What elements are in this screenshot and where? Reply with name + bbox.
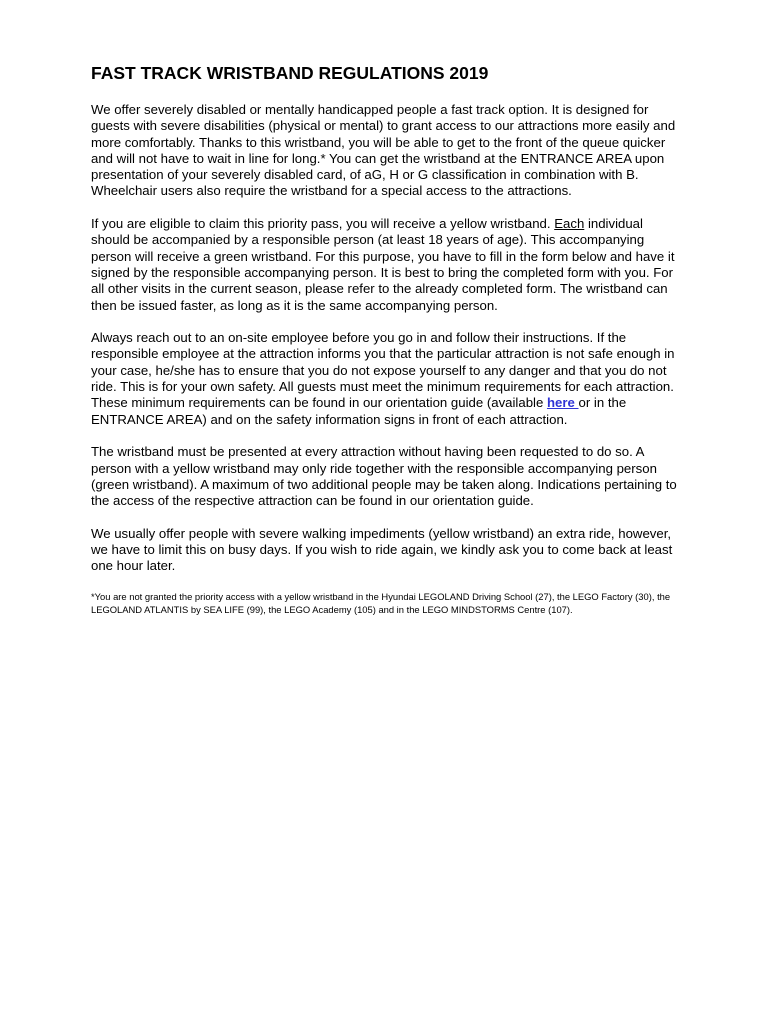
paragraph-safety: [91, 330, 681, 428]
footnote: *You are not granted the priority access with a yellow wristband in the Hyundai LEGOLAND Driving School (27), the LEGO Factory (30), the LEGOLAND ATLANTIS by SEA LIFE (99), the LEGO Academy (105) and in the LEGO MINDSTORMS Centre (107).: [91, 590, 671, 615]
paragraph-intro: We offer severely disabled or mentally handicapped people a fast track option. It is designed for guests with severe disabilities (physical or mental) to grant access to our attractions more easily and more comfortably. Thanks to this wristband, you will be able to get to the front of the queue quicker and will not have to wait in line for long.* You can get the wristband at the ENTRANCE AREA upon presentation of your severely disabled card, of aG, H or G classification in combination with B. Wheelchair users also require the wristband for a special access to the attractions.: [91, 102, 676, 199]
paragraph-presentation: The wristband must be presented at every attraction without having been requested to do so. A person with a yellow wristband may only ride together with the responsible accompanying person (green wristband). A maximum of two additional people may be taken along. Indications pertaining to the access of the respective attraction can be found in our orientation guide.: [91, 444, 677, 509]
page-title: FAST TRACK WRISTBAND REGULATIONS 2019: [91, 63, 489, 83]
paragraph-eligibility: [91, 216, 681, 314]
paragraph-extra-ride: We usually offer people with severe walking impediments (yellow wristband) an extra ride, however, we have to limit this on busy days. If you wish to ride again, we kindly ask you to come back at least one hour later.: [91, 525, 673, 574]
safety-text-start: Always reach out to an on-site employee before you go in and follow their instructions. If the responsible employee at the attraction informs you that the particular attraction is not safe enough in your case, he/she has to ensure that you do not expose yourself to any danger and that you do not ride. This is for your own safety. All guests must meet the minimum requirements for each attraction. These minimum requirements can be found in our orientation guide (available: [91, 330, 675, 411]
eligibility-text-start: If you are eligible to claim this priority pass, you will receive a yellow wristband.: [91, 216, 555, 232]
safety-text-end: or in the ENTRANCE AREA) and on the safety information signs in front of each attraction.: [91, 395, 627, 427]
orientation-guide-link[interactable]: here: [546, 395, 579, 411]
eligibility-underlined-word: Each: [554, 216, 585, 232]
document-page: [91, 60, 681, 632]
eligibility-text-end: individual should be accompanied by a responsible person (at least 18 years of age). This accompanying person will receive a green wristband. For this purpose, you have to fill in the form below and have it signed by the responsible accompanying person. It is best to bring the completed form with you. For all other visits in the current season, please refer to the already completed form. The wristband can then be issued faster, as long as it is the same accompanying person.: [91, 216, 675, 313]
